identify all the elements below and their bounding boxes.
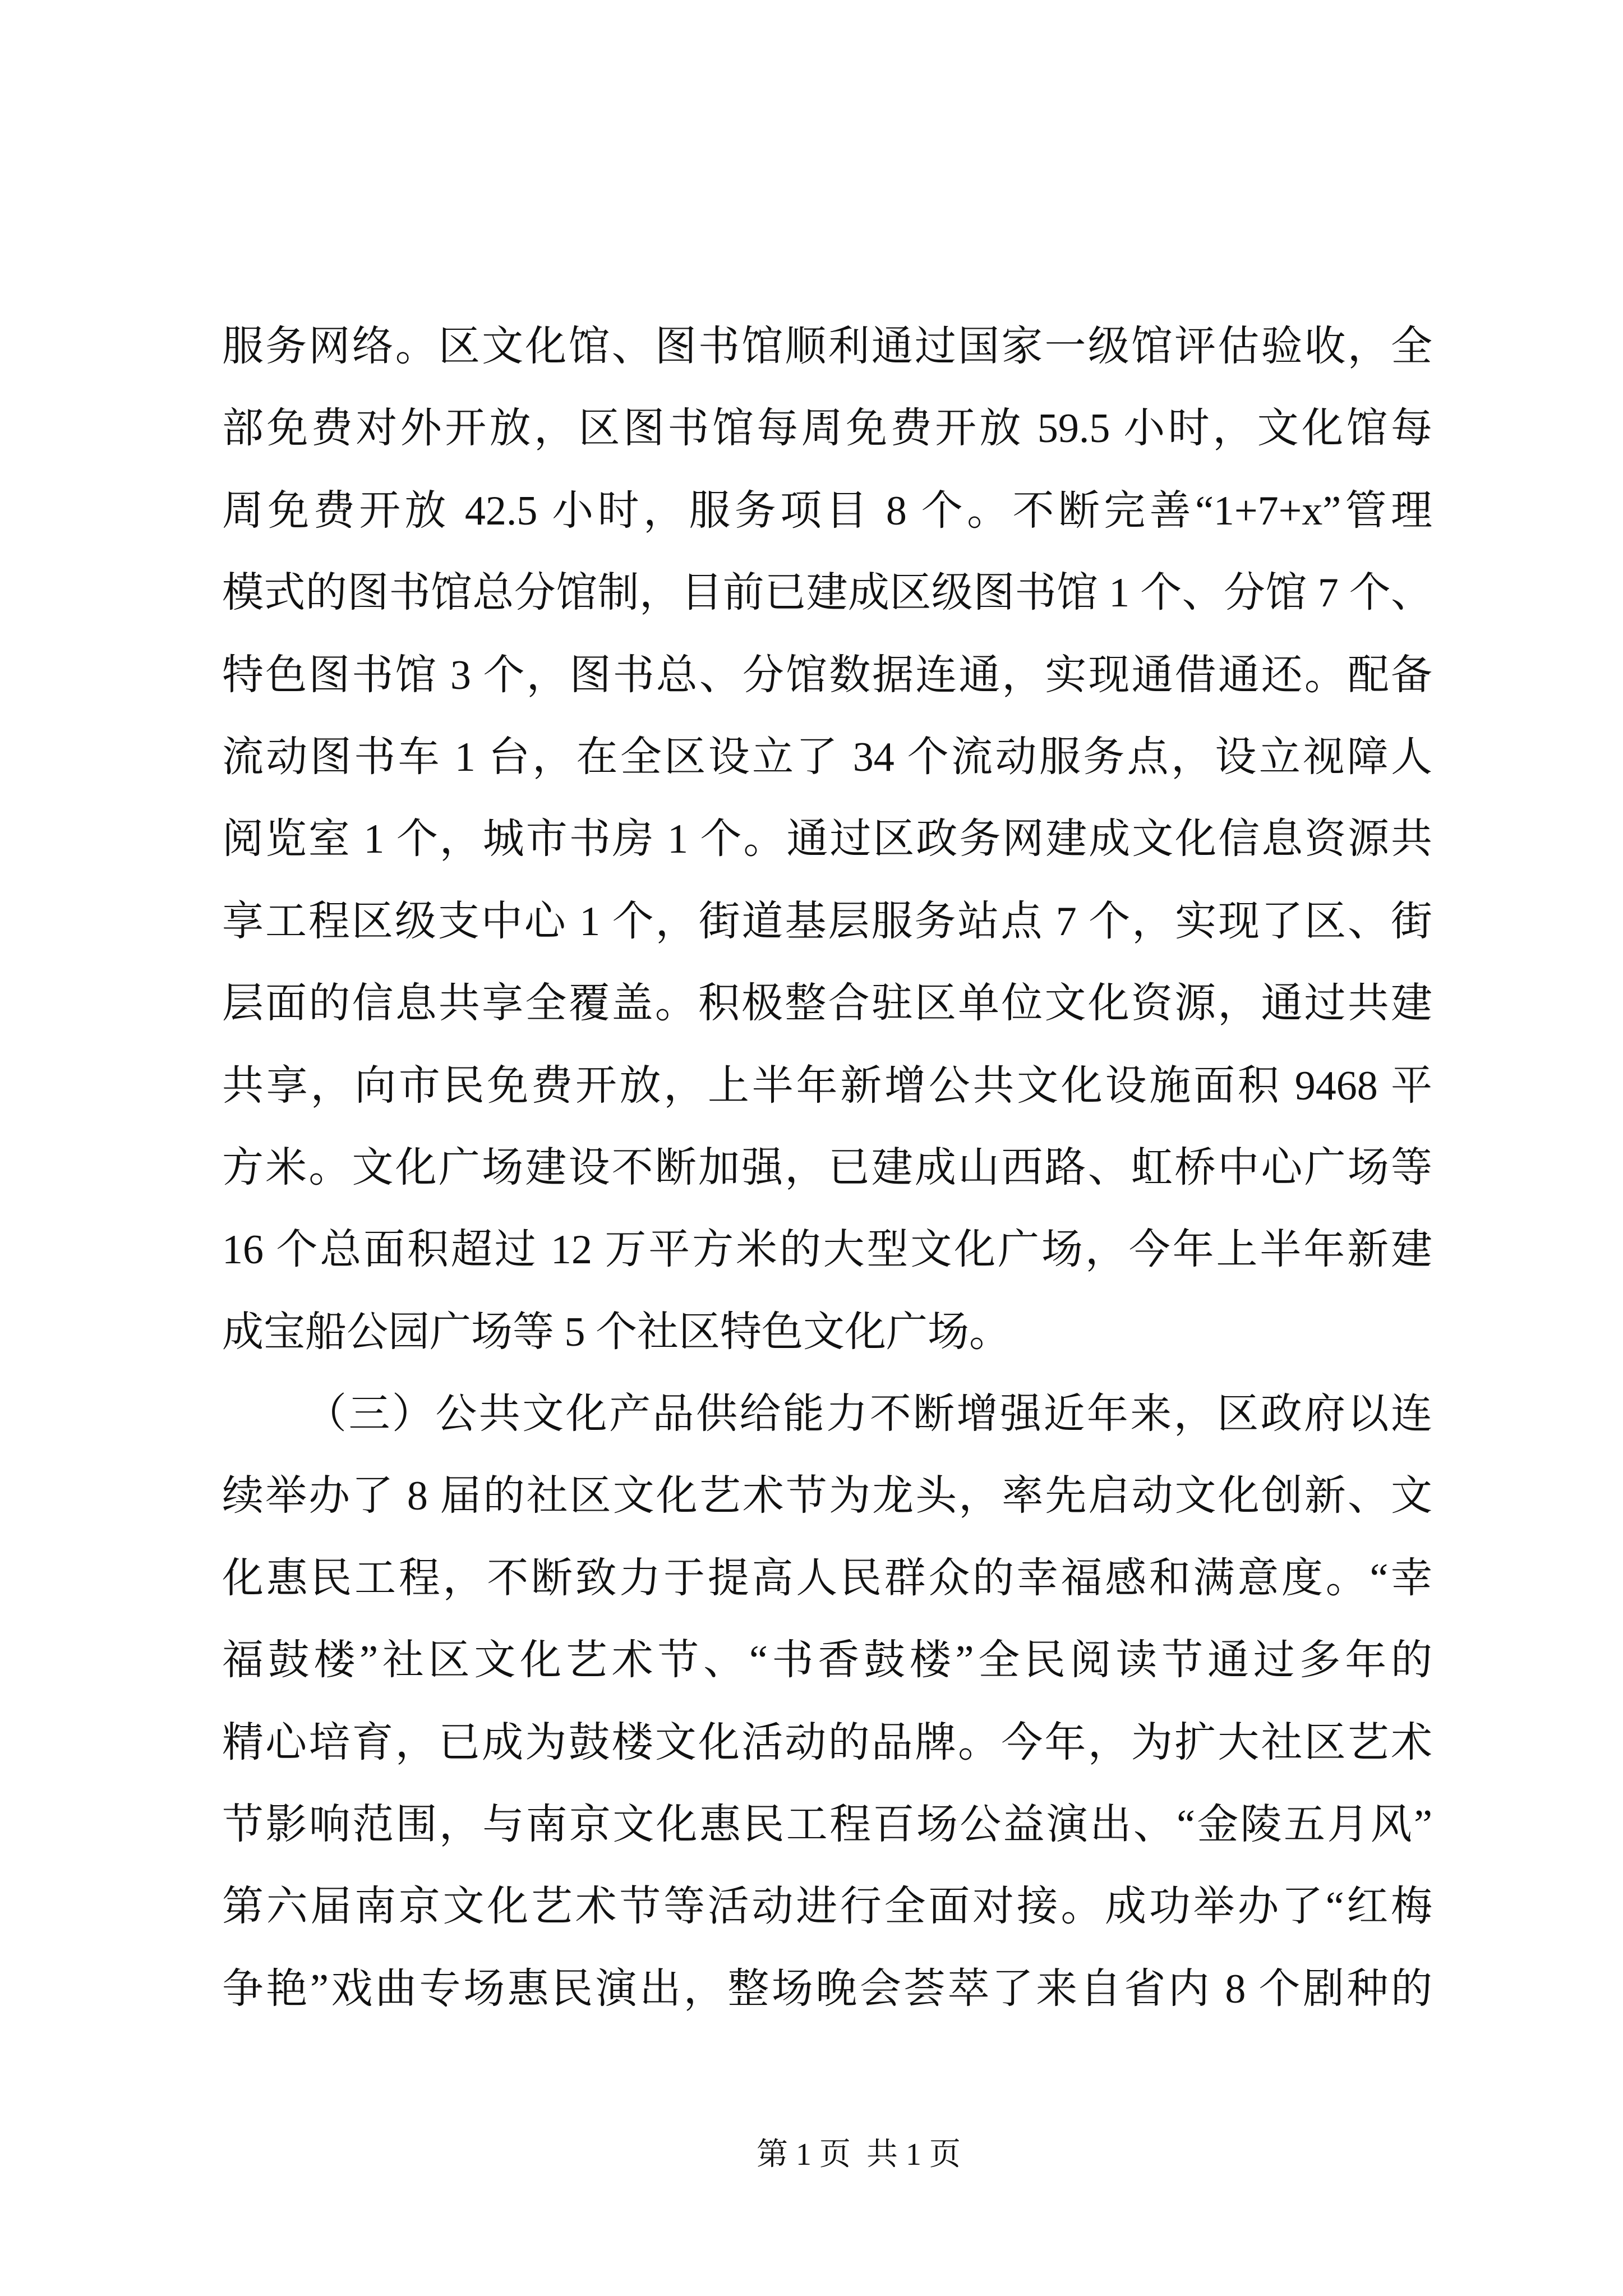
text-line: 层面的信息共享全覆盖。积极整合驻区单位文化资源，通过共建 [222, 981, 1432, 1027]
text-line: 第六届南京文化艺术节等活动进行全面对接。成功举办了“红梅 [222, 1884, 1432, 1930]
text-line: 共享，向市民免费开放，上半年新增公共文化设施面积 9468 平 [222, 1062, 1432, 1109]
text-line: 模式的图书馆总分馆制，目前已建成区级图书馆 1 个、分馆 7 个、 [222, 570, 1432, 616]
text-line: 流动图书车 1 台，在全区设立了 34 个流动服务点，设立视障人 [222, 734, 1432, 780]
text-line: 部免费对外开放，区图书馆每周免费开放 59.5 小时，文化馆每 [222, 406, 1432, 452]
body-text [222, 306, 1432, 2030]
text-line: 福鼓楼”社区文化艺术节、“书香鼓楼”全民阅读节通过多年的 [222, 1637, 1432, 1684]
text-line: 特色图书馆 3 个，图书总、分馆数据连通，实现通借通还。配备 [222, 652, 1432, 698]
text-line: 周免费开放 42.5 小时，服务项目 8 个。不断完善“1+7+x”管理 [222, 487, 1432, 534]
text-line: 化惠民工程，不断致力于提高人民群众的幸福感和满意度。“幸 [222, 1555, 1432, 1602]
text-line: 成宝船公园广场等 5 个社区特色文化广场。 [222, 1309, 1011, 1355]
text-line: 16 个总面积超过 12 万平方米的大型文化广场，今年上半年新建 [222, 1227, 1432, 1273]
text-line: 争艳”戏曲专场惠民演出，整场晚会荟萃了来自省内 8 个剧种的 [222, 1966, 1432, 2012]
text-line: 续举办了 8 届的社区文化艺术节为龙头，率先启动文化创新、文 [222, 1473, 1432, 1520]
text-line: 享工程区级支中心 1 个，街道基层服务站点 7 个，实现了区、街 [222, 898, 1432, 945]
text-line: 精心培育，已成为鼓楼文化活动的品牌。今年，为扩大社区艺术 [222, 1719, 1432, 1766]
text-line: （三）公共文化产品供给能力不断增强近年来，区政府以连 [305, 1391, 1432, 1438]
paragraph [222, 1373, 1432, 2030]
page-number-footer: 第 1 页 共 1 页 [757, 2137, 961, 2172]
text-line: 节影响范围，与南京文化惠民工程百场公益演出、“金陵五月风” [222, 1802, 1432, 1848]
text-line: 阅览室 1 个，城市书房 1 个。通过区政务网建成文化信息资源共 [222, 816, 1432, 863]
text-line: 服务网络。区文化馆、图书馆顺利通过国家一级馆评估验收，全 [222, 324, 1432, 370]
paragraph [222, 306, 1432, 1373]
text-line: 方米。文化广场建设不断加强，已建成山西路、虹桥中心广场等 [222, 1144, 1432, 1191]
